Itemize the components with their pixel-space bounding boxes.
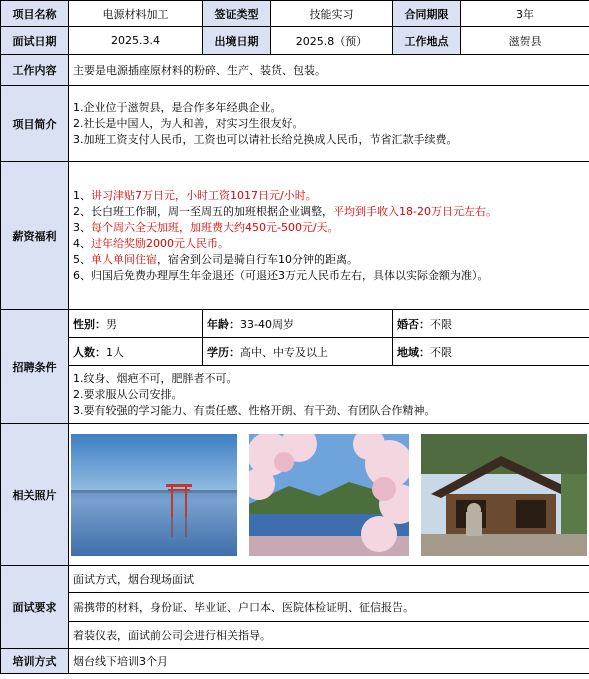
intro-label: 项目简介 <box>1 86 69 162</box>
intro-row <box>1 86 589 162</box>
recruit-row-c <box>1 366 589 424</box>
intro-content <box>69 86 589 162</box>
recruit-line: 2.要求服从公司安排。 <box>73 387 183 401</box>
shrine-photo <box>421 434 587 556</box>
recruit-row-b <box>1 338 589 366</box>
recruit-requirements <box>69 366 589 424</box>
recruit-line: 3.要有较强的学习能力、有责任感、性格开朗、有干劲、有团队合作精神。 <box>73 403 436 417</box>
location-label: 工作地点 <box>393 27 461 55</box>
region-cell: 地域：不限 <box>393 338 589 366</box>
job-content: 主要是电源插座原材料的粉碎、生产、装货、包装。 <box>69 55 589 86</box>
cherry-blossom-lake-photo <box>249 434 409 556</box>
recruit-line: 1.纹身、烟疤不可，肥胖者不可。 <box>73 371 238 385</box>
salary-label: 薪资福利 <box>1 162 69 310</box>
interview-row-1 <box>1 566 589 593</box>
interview-date-value: 2025.3.4 <box>69 27 203 55</box>
interview-req-label: 面试要求 <box>1 566 69 649</box>
location-value: 滋贺县 <box>461 27 589 55</box>
interview-req-line: 着装仪表，面试前公司会进行相关指导。 <box>69 622 589 649</box>
recruit-label: 招聘条件 <box>1 310 69 424</box>
project-name-label: 项目名称 <box>1 1 69 27</box>
salary-row <box>1 162 589 310</box>
job-label: 工作内容 <box>1 55 69 86</box>
gender-cell: 性别：男 <box>69 310 203 338</box>
salary-line-1: 1、讲习津贴7万日元，小时工资1017日元/小时。 <box>73 188 317 202</box>
recruit-row-a <box>1 310 589 338</box>
salary-line-2: 2、长白班工作制，周一至周五的加班根据企业调整，平均到手收入18-20万日元左右。 <box>73 204 497 218</box>
salary-line-6: 6、归国后免费办理厚生年金退还（可退还3万元人民币左右，具体以实际金额为准）。 <box>73 268 489 282</box>
departure-label: 出境日期 <box>203 27 271 55</box>
photos-cell <box>69 424 589 566</box>
intro-line: 2.社长是中国人，为人和善，对实习生很友好。 <box>73 116 304 130</box>
salary-line-4: 4、过年给奖励2000元人民币。 <box>73 236 229 250</box>
interview-row-2 <box>1 593 589 622</box>
training-row <box>1 649 589 674</box>
training-content: 烟台线下培训3个月 <box>69 649 589 674</box>
count-cell: 人数：1人 <box>69 338 203 366</box>
header-row-1 <box>1 1 589 27</box>
interview-date-label: 面试日期 <box>1 27 69 55</box>
visa-type-label: 签证类型 <box>203 1 271 27</box>
project-name-value: 电源材料加工 <box>69 1 203 27</box>
job-row <box>1 55 589 86</box>
intro-line: 3.加班工资支付人民币，工资也可以请社长给兑换成人民币，节省汇款手续费。 <box>73 132 458 146</box>
photos-row <box>1 424 589 566</box>
salary-line-5: 5、单人单间住宿，宿舍到公司是骑自行车10分钟的距离。 <box>73 252 358 266</box>
age-cell: 年龄：33-40周岁 <box>203 310 393 338</box>
interview-req-line: 需携带的材料，身份证、毕业证、户口本、医院体检证明、征信报告。 <box>69 593 589 622</box>
intro-line: 1.企业位于滋贺县，是合作多年经典企业。 <box>73 100 282 114</box>
contract-value: 3年 <box>461 1 589 27</box>
photos-label: 相关照片 <box>1 424 69 566</box>
edu-cell: 学历：高中、中专及以上 <box>203 338 393 366</box>
salary-line-3: 3、每个周六全天加班，加班费大约450元-500元/天。 <box>73 220 339 234</box>
torii-lake-photo <box>71 434 237 556</box>
interview-req-line: 面试方式，烟台现场面试 <box>69 566 589 593</box>
contract-label: 合同期限 <box>393 1 461 27</box>
visa-type-value: 技能实习 <box>271 1 393 27</box>
salary-content <box>69 162 589 310</box>
marital-cell: 婚否：不限 <box>393 310 589 338</box>
header-row-2 <box>1 27 589 55</box>
departure-value: 2025.8（预） <box>271 27 393 55</box>
interview-row-3 <box>1 622 589 649</box>
training-label: 培训方式 <box>1 649 69 674</box>
